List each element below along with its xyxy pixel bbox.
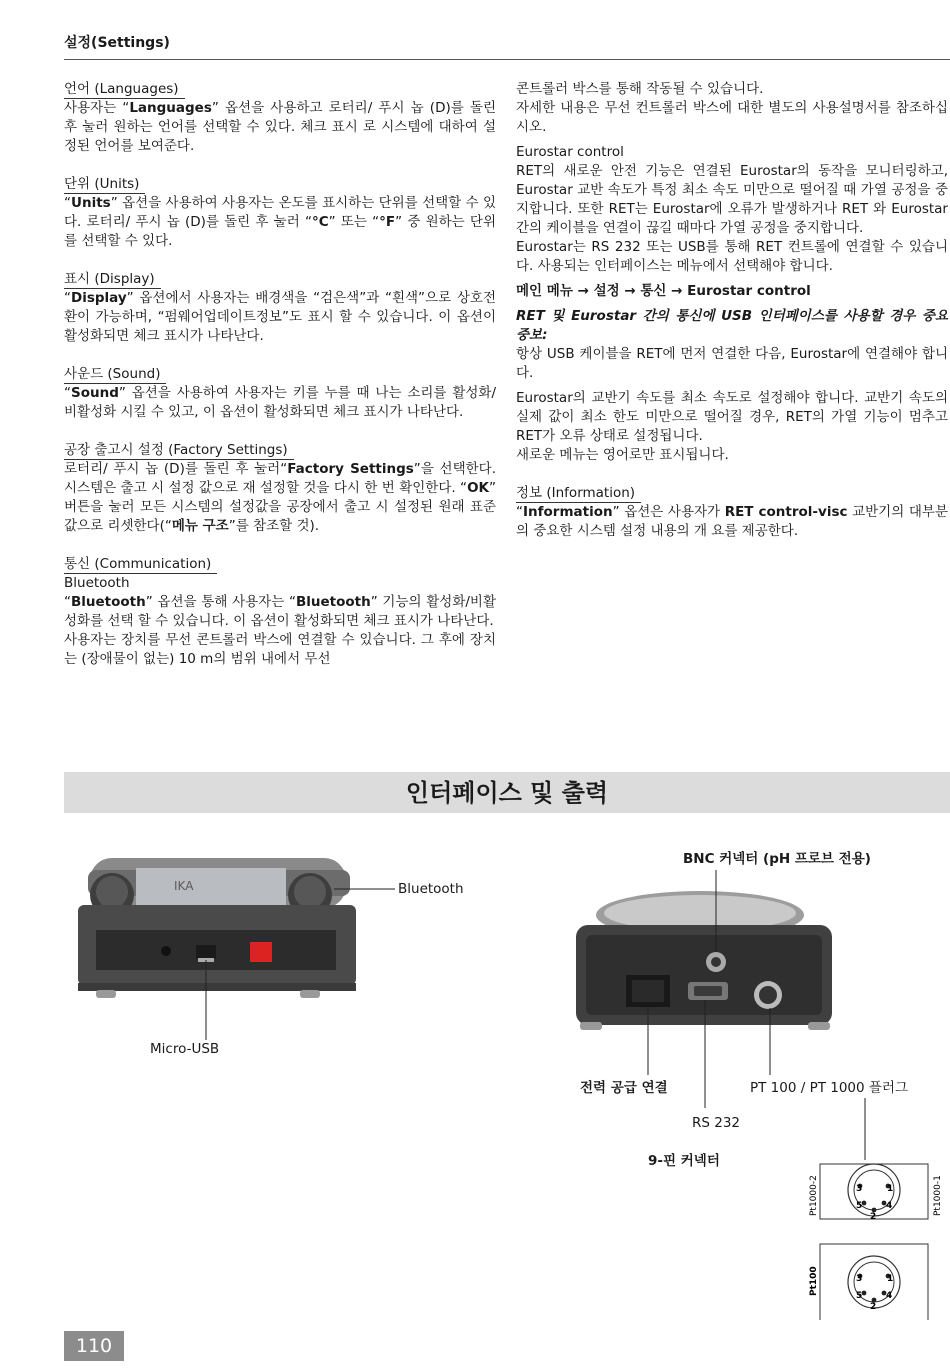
section-title: 사운드 (Sound) <box>64 365 166 384</box>
bluetooth-heading: Bluetooth <box>64 575 130 591</box>
device-side-photo <box>78 858 395 1040</box>
section-languages <box>64 80 496 156</box>
label-pt-plug: PT 100 / PT 1000 플러그 <box>750 1080 909 1096</box>
section-units <box>64 175 496 251</box>
paragraph: Eurostar는 RS 232 또는 USB를 통해 RET 컨트롤에 연결할 수 있습니다. 사용되는 인터페이스는 메뉴에서 선택해야 합니다. <box>516 239 948 274</box>
paragraph: “Information” 옵션은 사용자가 RET control-visc 교반기의 대부분의 중요한 시스템 설정 내용의 개 요를 제공한다. <box>516 504 948 539</box>
label-micro-usb: Micro-USB <box>150 1041 220 1057</box>
paragraph: “Bluetooth” 옵션을 통해 사용자는 “Bluetooth” 기능의 활성화/비활성화를 선택 할 수 있습니다. 이 옵션이 활성화되면 체크 표시가 나타난다. <box>64 594 496 629</box>
paragraph: 콘트롤러 박스를 통해 작동될 수 있습니다. <box>516 81 764 97</box>
paragraph: “Display” 옵션에서 사용자는 배경색을 “검은색”과 “흰색”으로 상호전환이 가능하며, “펌웨어업데이트정보”도 표시 할 수 있습니다. 이 옵션이 활성화되면 체크 표시가 나타난다. <box>64 290 496 344</box>
section-title: 공장 출고시 설정 (Factory Settings) <box>64 441 294 460</box>
svg-text:3: 3 <box>856 1274 863 1284</box>
paragraph: 항상 USB 케이블을 RET에 먼저 연결한 다음, Eurostar에 연결해야 합니다. <box>516 346 948 381</box>
paragraph: “Units” 옵션을 사용하여 사용자는 온도를 표시하는 단위를 선택할 수 있다. 로터리/ 푸시 놉 (D)를 돌린 후 눌러 “°C” 또는 “°F” 중 원하는 단위를 선택할 수 있다. <box>64 195 496 249</box>
left-column <box>64 80 496 669</box>
right-column <box>516 80 948 541</box>
label-bluetooth: Bluetooth <box>398 881 464 897</box>
section-communication <box>64 555 496 669</box>
section-title: 통신 (Communication) <box>64 555 217 574</box>
paragraph: 자세한 내용은 무선 컨트롤러 박스에 대한 별도의 사용설명서를 참조하십시오. <box>516 100 948 135</box>
page-header-title: 설정(Settings) <box>64 35 170 51</box>
label-power-supply: 전력 공급 연결 <box>580 1080 668 1096</box>
pin-diagram-pt1000 <box>809 1164 943 1222</box>
section-information <box>516 484 948 541</box>
svg-text:1: 1 <box>887 1274 894 1284</box>
label-bnc-connector: BNC 커넥터 (pH 프로브 전용) <box>683 851 871 867</box>
paragraph: Eurostar의 교반기 속도를 최소 속도로 설정해야 합니다. 교반기 속도의 실제 값이 최소 한도 미만으로 떨어질 경우, RET의 가열 기능이 멈추고 RET가 오류 상태로 설정됩니다. <box>516 390 948 444</box>
svg-text:5: 5 <box>856 1291 863 1301</box>
eurostar-heading: Eurostar control <box>516 144 624 160</box>
svg-text:4: 4 <box>886 1201 893 1211</box>
svg-text:2: 2 <box>870 1302 877 1312</box>
svg-text:4: 4 <box>886 1291 893 1301</box>
section-sound <box>64 365 496 422</box>
svg-text:Pt100: Pt100 <box>809 1266 819 1296</box>
paragraph: 사용자는 장치를 무선 콘트롤러 박스에 연결할 수 있습니다. 그 후에 장치는 (장애물이 없는) 10 m의 범위 내에서 무선 <box>64 632 496 667</box>
section-title: 단위 (Units) <box>64 175 145 194</box>
section-band <box>64 772 950 813</box>
page-number: 110 <box>64 1331 124 1361</box>
svg-text:Pt1000-2: Pt1000-2 <box>809 1175 819 1216</box>
label-9-pin-connector: 9-핀 커넥터 <box>648 1153 720 1169</box>
section-title: 언어 (Languages) <box>64 80 185 99</box>
section-title: 정보 (Information) <box>516 484 641 503</box>
pin-diagram-pt100 <box>809 1244 928 1320</box>
label-rs232: RS 232 <box>692 1115 741 1131</box>
section-title: 인터페이스 및 출력 <box>405 779 609 807</box>
paragraph: RET의 새로운 안전 기능은 연결된 Eurostar의 동작을 모니터링하고, Eurostar 교반 속도가 특정 최소 속도 미만으로 떨어질 때 가열 공정을 중지합니다. 또한 RET는 Eurostar에 오류가 발생하거나 RET 와 Eurostar 간의 케이블을 연결이 끊길 때마다 가열 공정을 중지합니다. <box>516 163 948 236</box>
paragraph: 새로운 메뉴는 영어로만 표시됩니다. <box>516 447 729 463</box>
usb-note-heading: RET 및 Eurostar 간의 통신에 USB 인터페이스를 사용할 경우 중요 중보: <box>516 308 948 343</box>
paragraph: 로터리/ 푸시 놉 (D)를 돌린 후 눌러“Factory Settings”을 선택한다. 시스템은 출고 시 설정 값으로 재 설정할 것을 다시 한 번 확인한다. “OK” 버튼을 눌러 모든 시스템의 설정값을 공장에서 출고 시 설정된 원래 표준 값으로 리셋한다(“메뉴 구조”를 참조할 것). <box>64 461 496 534</box>
menu-path: 메인 메뉴 → 설정 → 통신 → Eurostar control <box>516 283 811 299</box>
svg-text:5: 5 <box>856 1201 863 1211</box>
section-factory-settings <box>64 441 496 536</box>
section-display <box>64 270 496 346</box>
header-rule <box>64 59 950 60</box>
svg-text:1: 1 <box>887 1184 894 1194</box>
device-brand: IKA <box>174 879 194 893</box>
svg-text:3: 3 <box>856 1184 863 1194</box>
paragraph: 사용자는 “Languages” 옵션을 사용하고 로터리/ 푸시 놉 (D)를 돌린 후 눌러 원하는 언어를 선택할 수 있다. 체크 표시 로 시스템에 대하여 설정된 언어를 보여준다. <box>64 100 497 154</box>
section-title: 표시 (Display) <box>64 270 161 289</box>
svg-text:2: 2 <box>870 1212 877 1222</box>
paragraph: “Sound” 옵션을 사용하여 사용자는 키를 누를 때 나는 소리를 활성화/ 비활성화 시킬 수 있고, 이 옵션이 활성화되면 체크 표시가 나타난다. <box>64 385 496 420</box>
svg-text:Pt1000-1: Pt1000-1 <box>933 1175 943 1216</box>
interface-figure <box>0 820 950 1320</box>
